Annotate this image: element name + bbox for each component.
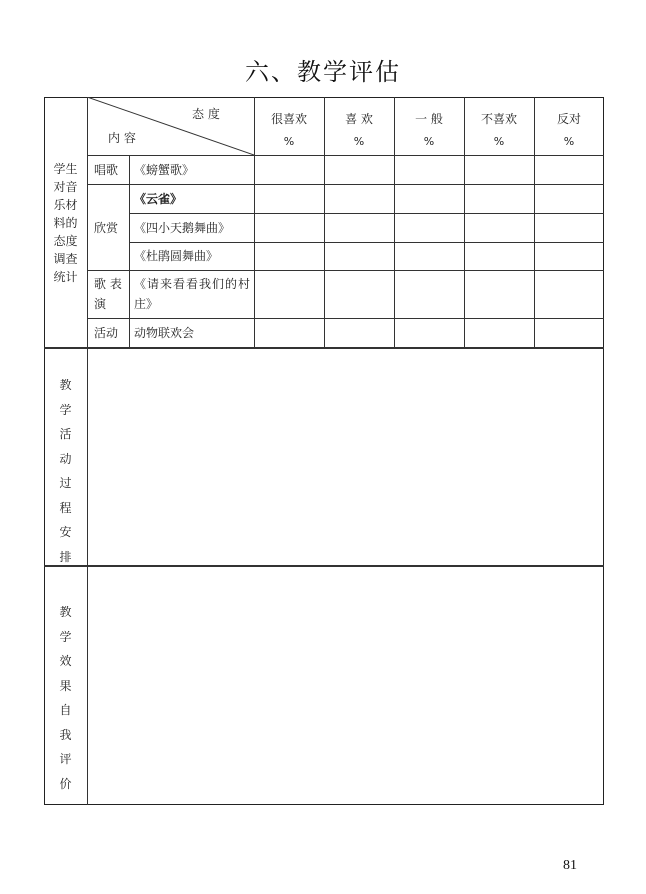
self-evaluation-area[interactable]: [88, 567, 603, 804]
activity-arrangement-area[interactable]: [88, 349, 603, 564]
row-line-1: [87, 184, 604, 185]
item-cuckoo-waltz: 《杜鹃圆舞曲》: [134, 249, 219, 263]
category-singing: 唱歌: [94, 163, 119, 177]
corner-attitude-label: 态 度: [192, 107, 220, 121]
item-skylark: 《云雀》: [134, 192, 183, 206]
item-visit-our-village-line2: 庄》: [134, 297, 159, 311]
column-header-neutral: 一 般 %: [415, 112, 443, 148]
item-crab-song: 《螃蟹歌》: [134, 163, 195, 177]
category-song-performance-line2: 演: [94, 297, 107, 311]
item-little-swans: 《四小天鹅舞曲》: [134, 221, 231, 235]
column-header-like: 喜 欢 %: [345, 112, 373, 148]
activity-section-label: 教 学 活 动 过 程 安 排: [59, 378, 72, 564]
column-header-dislike: 不喜欢 %: [480, 112, 517, 148]
row-line-5: [87, 318, 604, 319]
column-header-very-like: 很喜欢 %: [270, 112, 307, 148]
diagonal-header-line: [87, 97, 254, 155]
header-bottom-line: [87, 155, 604, 156]
item-animal-party: 动物联欢会: [134, 326, 195, 340]
survey-section-label: 学生 对音 乐材 料的 态度 调查 统计: [53, 162, 78, 284]
row-line-4: [87, 270, 604, 271]
category-song-performance: 歌 表: [94, 277, 122, 291]
category-activity: 活动: [94, 326, 119, 340]
item-visit-our-village: 《请来看看我们的村: [134, 277, 252, 291]
column-header-oppose: 反对 %: [556, 112, 581, 148]
page-number: 81: [563, 858, 577, 873]
evaluation-section-label: 教 学 效 果 自 我 评 价: [59, 605, 72, 791]
page-title: 六、教学评估: [245, 58, 401, 86]
row-line-3: [129, 242, 604, 243]
corner-content-label: 内 容: [108, 131, 136, 145]
category-appreciation: 欣赏: [94, 221, 119, 235]
row-line-2: [129, 213, 604, 214]
